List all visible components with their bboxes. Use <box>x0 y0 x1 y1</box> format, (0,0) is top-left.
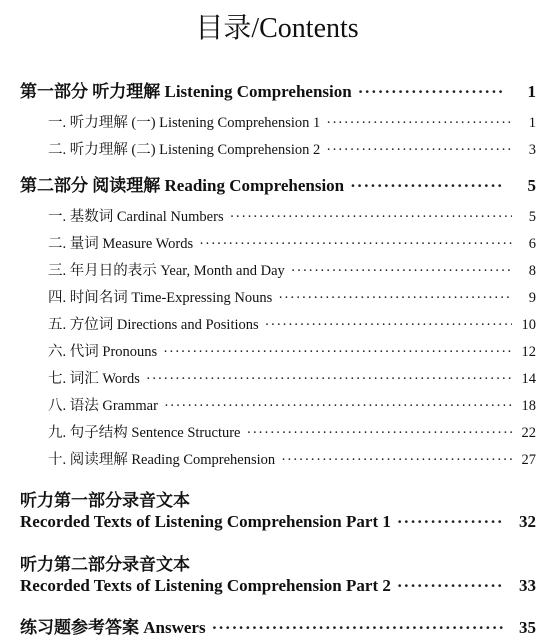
toc-item-pronouns[interactable] <box>48 340 536 362</box>
toc-entry-label: 十. 阅读理解 Reading Comprehension <box>48 452 276 468</box>
toc-item-words[interactable] <box>48 367 536 389</box>
toc-item-measure-words[interactable] <box>48 232 536 254</box>
toc-entry-label: 七. 词汇 Words <box>48 371 140 387</box>
toc-entry-label: Recorded Texts of Listening Comprehension Part 2 <box>20 576 391 595</box>
toc-page-number: 1 <box>527 82 536 101</box>
toc-recorded-texts-1[interactable] <box>20 512 536 534</box>
toc-item-listening-2[interactable] <box>48 138 536 160</box>
page-title: 目录/Contents <box>195 13 359 44</box>
toc-entry-label: 二. 听力理解 (二) Listening Comprehension 2 <box>48 142 321 158</box>
toc-item-time-nouns[interactable] <box>48 286 536 308</box>
toc-page-number: 10 <box>521 317 536 333</box>
dot-leader <box>397 576 504 596</box>
toc-recorded-texts-2[interactable] <box>20 576 536 598</box>
toc-page-number: 12 <box>521 344 536 360</box>
dot-leader <box>265 317 512 334</box>
toc-page-number: 8 <box>528 263 536 279</box>
toc-entry-label: Recorded Texts of Listening Comprehension Part 1 <box>20 512 391 531</box>
toc-page-number: 1 <box>528 115 536 131</box>
recorded-2-heading-cn: 听力第二部分录音文本 <box>20 555 190 574</box>
toc-part-listening[interactable] <box>20 77 536 99</box>
toc-page-number: 18 <box>521 398 536 414</box>
toc-page-number: 3 <box>528 142 536 158</box>
toc-item-listening-1[interactable] <box>48 111 536 133</box>
toc-item-grammar[interactable] <box>48 394 536 416</box>
dot-leader <box>291 263 512 280</box>
toc-page-number: 35 <box>519 618 536 637</box>
toc-entry-label: 练习题参考答案 Answers <box>20 618 206 637</box>
toc-part-reading[interactable] <box>20 171 536 193</box>
toc-page-number: 33 <box>519 576 536 595</box>
toc-page-number: 6 <box>528 236 536 252</box>
dot-leader <box>164 398 512 415</box>
toc-item-cardinal-numbers[interactable] <box>48 205 536 227</box>
dot-leader <box>247 425 513 442</box>
toc-entry-label: 一. 基数词 Cardinal Numbers <box>48 209 224 225</box>
dot-leader <box>278 290 512 307</box>
recorded-1-heading-cn: 听力第一部分录音文本 <box>20 491 190 510</box>
toc-entry-label: 一. 听力理解 (一) Listening Comprehension 1 <box>48 115 321 131</box>
toc-entry-label: 四. 时间名词 Time-Expressing Nouns <box>48 290 273 306</box>
toc-page-number: 27 <box>521 452 536 468</box>
toc-page-number: 14 <box>521 371 536 387</box>
dot-leader <box>397 512 504 532</box>
dot-leader <box>358 82 504 102</box>
toc-page-number: 9 <box>528 290 536 306</box>
toc-entry-label: 六. 代词 Pronouns <box>48 344 158 360</box>
toc-entry-label: 八. 语法 Grammar <box>48 398 158 414</box>
dot-leader <box>199 236 512 253</box>
toc-entry-label: 第一部分 听力理解 Listening Comprehension <box>20 82 352 101</box>
dot-leader <box>212 618 504 638</box>
dot-leader <box>350 176 504 196</box>
toc-item-year-month-day[interactable] <box>48 259 536 281</box>
toc-entry-label: 三. 年月日的表示 Year, Month and Day <box>48 263 285 279</box>
toc-entry-label: 九. 句子结构 Sentence Structure <box>48 425 241 441</box>
toc-entry-label: 二. 量词 Measure Words <box>48 236 194 252</box>
toc-page-number: 5 <box>528 209 536 225</box>
dot-leader <box>146 371 512 388</box>
dot-leader <box>281 452 512 469</box>
dot-leader <box>163 344 512 361</box>
toc-answers[interactable] <box>20 613 536 635</box>
toc-item-reading-comprehension[interactable] <box>48 448 536 470</box>
toc-item-directions[interactable] <box>48 313 536 335</box>
toc-page-number: 5 <box>527 176 536 195</box>
toc-item-sentence-structure[interactable] <box>48 421 536 443</box>
toc-entry-label: 第二部分 阅读理解 Reading Comprehension <box>20 176 345 195</box>
toc-page-number: 32 <box>519 512 536 531</box>
toc-page-number: 22 <box>521 425 536 441</box>
dot-leader <box>326 115 512 132</box>
toc-entry-label: 五. 方位词 Directions and Positions <box>48 317 259 333</box>
dot-leader <box>326 142 512 159</box>
dot-leader <box>230 209 512 226</box>
